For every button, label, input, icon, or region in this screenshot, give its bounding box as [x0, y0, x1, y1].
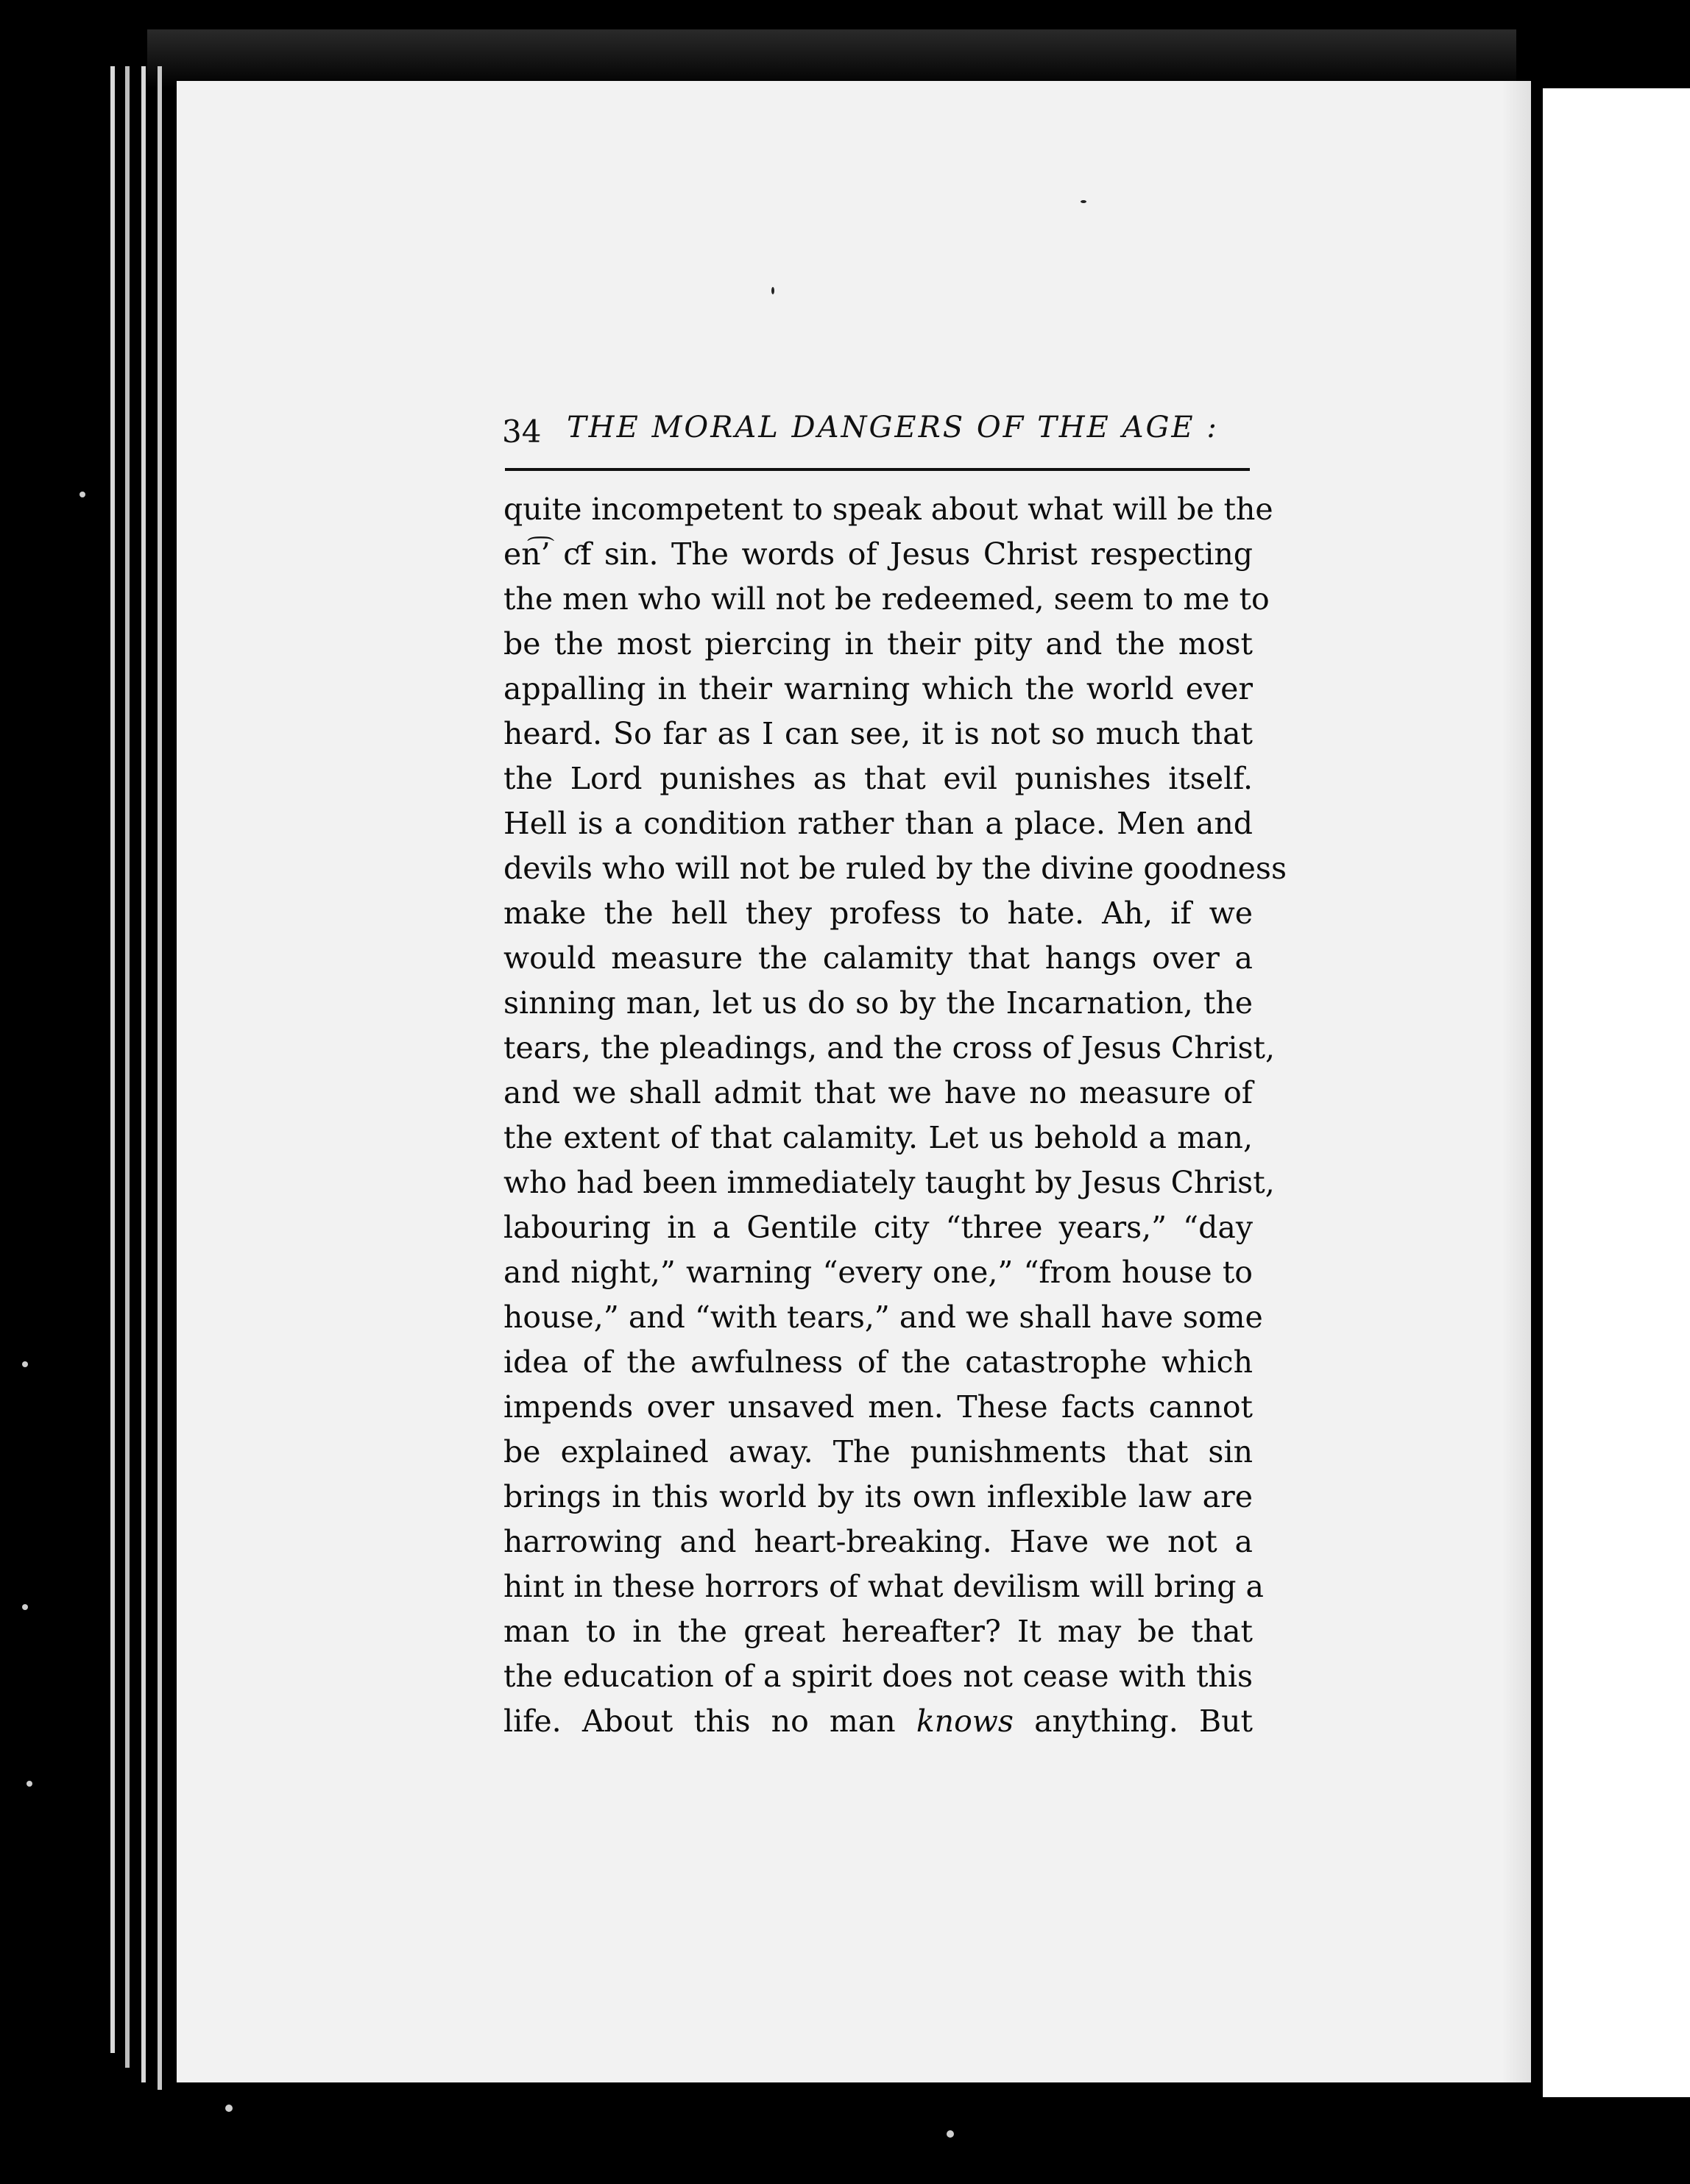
facing-page-edge: [1535, 88, 1690, 2097]
text-line: sinning man, let us do so by the Incarnation, the: [503, 985, 1253, 1021]
text-line: appalling in their warning which the world ever: [503, 671, 1253, 706]
body-text: [503, 487, 1287, 1744]
top-page-edge: [147, 29, 1516, 88]
page-number: 34: [502, 414, 542, 450]
text-line: brings in this world by its own inflexible law are: [503, 1479, 1253, 1514]
text-line-last: [503, 1699, 1253, 1744]
text-line: would measure the calamity that hangs over a: [503, 940, 1253, 976]
scan-speck: [947, 2130, 954, 2138]
text-segment: anything. But: [1034, 1703, 1253, 1739]
text-segment: life. About this no man: [503, 1703, 896, 1739]
italic-word: knows: [916, 1703, 1014, 1739]
page-stack-edge: [158, 66, 162, 2090]
scan-speck: [1081, 200, 1086, 203]
text-line: heard. So far as I can see, it is not so much that: [503, 716, 1253, 751]
text-line: the men who will not be redeemed, seem to me to: [503, 581, 1270, 617]
text-line: labouring in a Gentile city “three years,” “day: [503, 1210, 1253, 1245]
text-line: quite incompetent to speak about what will be the: [503, 492, 1273, 527]
scan-speck: [26, 1781, 32, 1787]
text-line: and night,” warning “every one,” “from house to: [503, 1255, 1253, 1290]
page-stack-edge: [125, 66, 130, 2068]
text-line: en͡’ ƈf sin. The words of Jesus Christ respecting: [503, 536, 1253, 572]
text-line: impends over unsaved men. These facts cannot: [503, 1389, 1253, 1425]
scan-speck: [225, 2105, 233, 2112]
page-stack-edge: [110, 66, 115, 2053]
text-line: the education of a spirit does not cease with this: [503, 1659, 1253, 1694]
scan-speck: [79, 492, 85, 497]
text-line: Hell is a condition rather than a place. Men and: [503, 806, 1253, 841]
running-head: [502, 403, 1253, 462]
text-line: harrowing and heart-breaking. Have we not a: [503, 1524, 1253, 1559]
text-line: house,” and “with tears,” and we shall have some: [503, 1300, 1263, 1335]
text-line: be the most piercing in their pity and the most: [503, 626, 1253, 662]
header-rule: [505, 468, 1250, 471]
text-line: make the hell they profess to hate. Ah, if we: [503, 896, 1253, 931]
page-gutter-shadow: [1502, 81, 1531, 2082]
text-line: the Lord punishes as that evil punishes itself.: [503, 761, 1253, 796]
page-stack-edge: [141, 66, 146, 2082]
scan-speck: [22, 1361, 28, 1367]
text-line: be explained away. The punishments that sin: [503, 1434, 1253, 1469]
running-title: THE MORAL DANGERS OF THE AGE :: [567, 411, 1219, 444]
text-line: the extent of that calamity. Let us behold a man,: [503, 1120, 1253, 1155]
text-line: hint in these horrors of what devilism will bring a: [503, 1569, 1264, 1604]
text-line: tears, the pleadings, and the cross of Jesus Christ,: [503, 1030, 1276, 1066]
text-line: man to in the great hereafter? It may be that: [503, 1614, 1253, 1649]
text-line: and we shall admit that we have no measure of: [503, 1075, 1253, 1110]
scan-speck: [771, 287, 774, 294]
scan-speck: [22, 1604, 28, 1610]
text-line: idea of the awfulness of the catastrophe which: [503, 1344, 1253, 1380]
text-line: devils who will not be ruled by the divine goodness: [503, 851, 1287, 886]
text-line: who had been immediately taught by Jesus Christ,: [503, 1165, 1275, 1200]
